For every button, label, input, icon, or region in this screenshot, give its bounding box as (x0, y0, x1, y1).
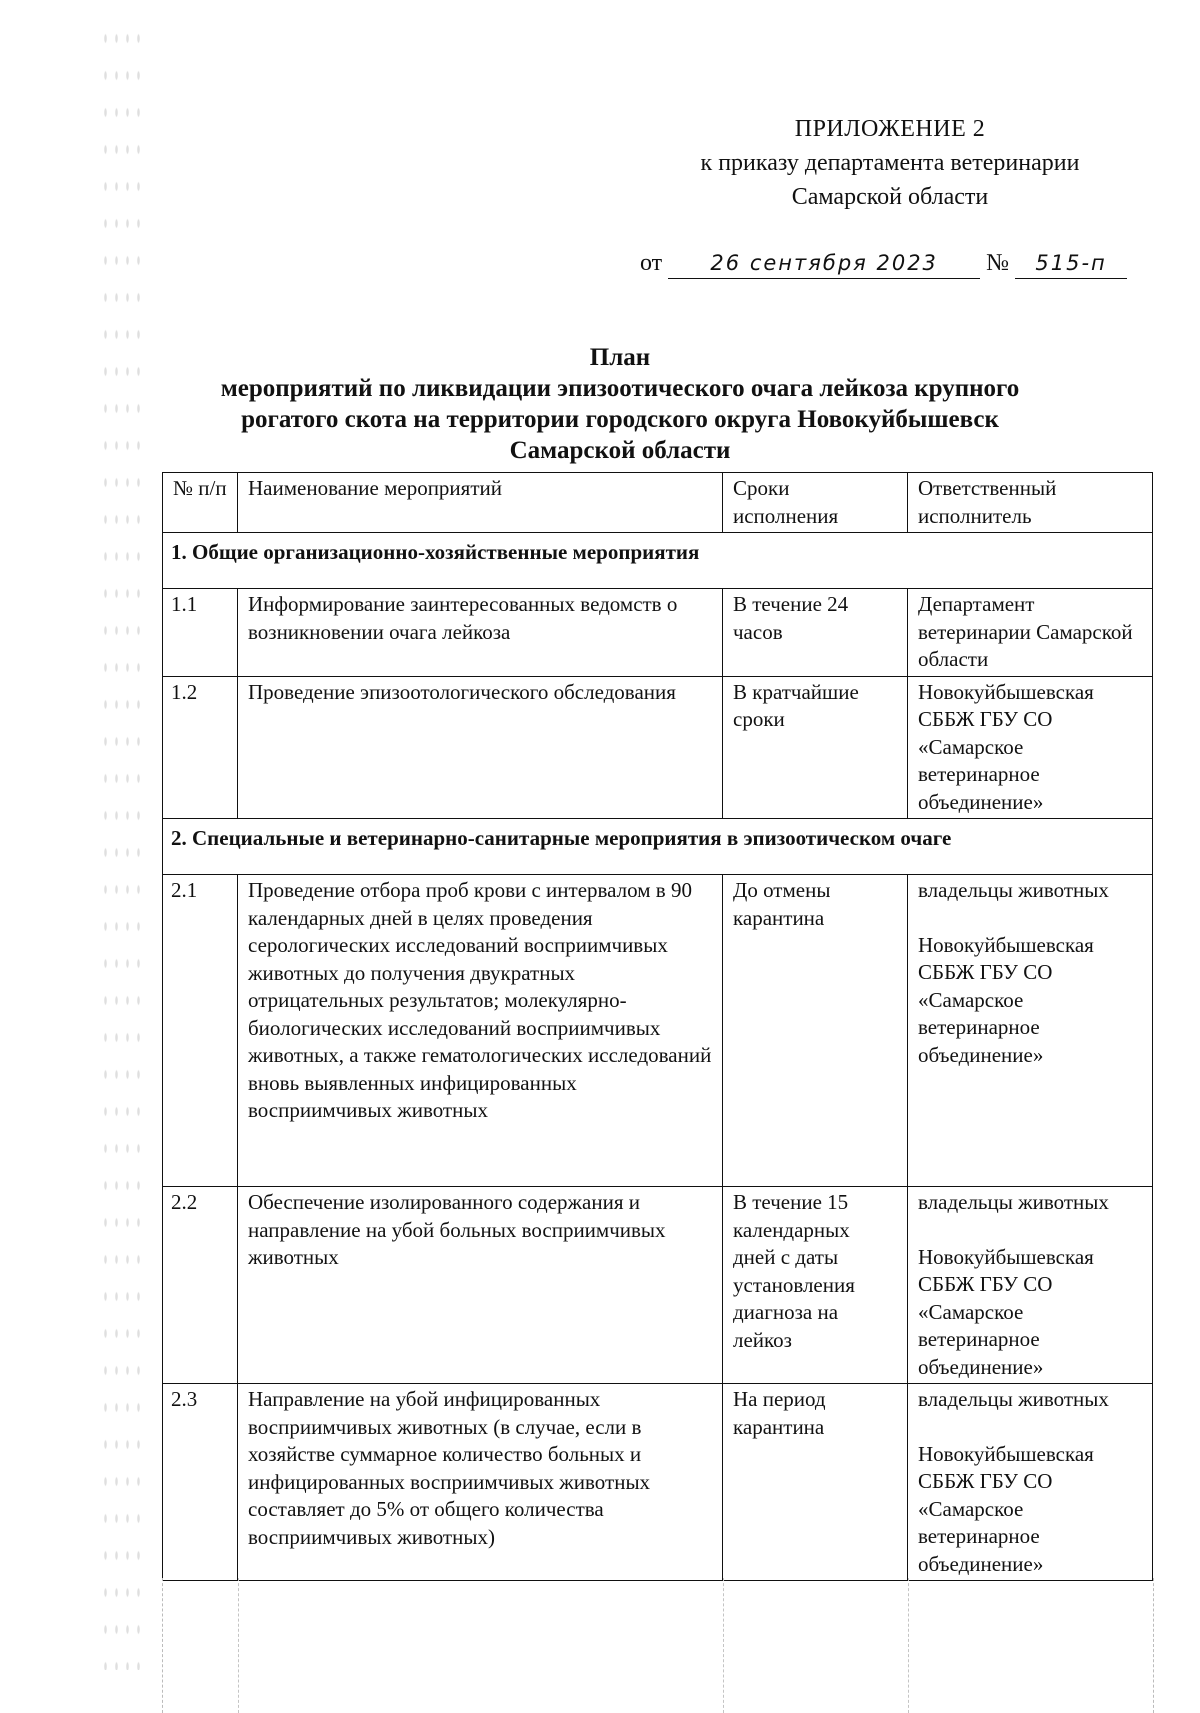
plan-title (160, 342, 1080, 466)
row-responsible (908, 1384, 1153, 1581)
section-title-1: 1. Общие организационно-хозяйственные мероприятия (163, 533, 1153, 589)
row-responsible (908, 676, 1153, 819)
table-header-row (163, 473, 1153, 533)
row-term: До отмены карантина (723, 875, 908, 1187)
row-name: Направление на убой инфицированных восприимчивых животных (в случае, если в хозяйстве суммарное количество больных и инфицированных восприимчивых животных составляет до 5% от общего количества восприимчивых животных) (238, 1384, 723, 1581)
row-term: В течение 24 часов (723, 589, 908, 677)
order-prefix: от (640, 250, 663, 276)
table-row (163, 1384, 1153, 1581)
responsible-text: Новокуйбышевская СББЖ ГБУ СО «Самарское ветеринарное объединение» (918, 1244, 1094, 1379)
col-header-term: Сроки исполнения (723, 473, 908, 533)
row-term: В течение 15 календарных дней с даты установления диагноза на лейкоз (723, 1187, 908, 1384)
section-row-2 (163, 819, 1153, 875)
row-num: 2.1 (163, 875, 238, 1187)
row-responsible (908, 589, 1153, 677)
bleed-line (723, 1578, 724, 1713)
order-reference (640, 248, 1140, 279)
row-name: Информирование заинтересованных ведомств о возникновении очага лейкоза (238, 589, 723, 677)
appendix-line-2: к приказу департамента ветеринарии (700, 150, 1080, 176)
row-name: Обеспечение изолированного содержания и направление на убой больных восприимчивых животных (238, 1187, 723, 1384)
row-responsible (908, 875, 1153, 1187)
order-number-handwritten: 515-п (1015, 248, 1127, 279)
responsible-owner: владельцы животных (918, 878, 1109, 902)
col-header-num: № п/п (163, 473, 238, 533)
section-row-1 (163, 533, 1153, 589)
responsible-text: Новокуйбышевская СББЖ ГБУ СО «Самарское ветеринарное объединение» (918, 1441, 1094, 1576)
row-name: Проведение отбора проб крови с интервалом в 90 календарных дней в целях проведения серологических исследований восприимчивых животных до получения двукратных отрицательных результатов; молекулярно-биологических исследований восприимчивых животных, а также гематологических исследований вновь выявленных инфицированных восприимчивых животных (238, 875, 723, 1187)
responsible-text: Департамент ветеринарии Самарской области (918, 592, 1133, 671)
row-responsible (908, 1187, 1153, 1384)
row-num: 1.1 (163, 589, 238, 677)
plan-title-line-3: рогатого скота на территории городского округа Новокуйбышевск (241, 406, 999, 433)
plan-title-line-1: План (589, 344, 651, 371)
appendix-title: ПРИЛОЖЕНИЕ 2 (794, 116, 986, 142)
table-row (163, 589, 1153, 677)
responsible-owner: владельцы животных (918, 1387, 1109, 1411)
row-term: В кратчайшие сроки (723, 676, 908, 819)
plan-title-line-4: Самарской области (509, 437, 731, 464)
responsible-text: Новокуйбышевская СББЖ ГБУ СО «Самарское ветеринарное объединение» (918, 932, 1094, 1067)
bleed-line (238, 1578, 239, 1713)
order-date-handwritten: 26 сентября 2023 (668, 248, 980, 279)
bleed-line (908, 1578, 909, 1713)
plan-title-line-2: мероприятий по ликвидации эпизоотического очага лейкоза крупного (220, 375, 1020, 402)
table-row (163, 676, 1153, 819)
appendix-line-3: Самарской области (791, 184, 989, 210)
responsible-owner: владельцы животных (918, 1190, 1109, 1214)
table-row (163, 1187, 1153, 1384)
responsible-text: Новокуйбышевская СББЖ ГБУ СО «Самарское ветеринарное объединение» (918, 679, 1094, 814)
col-header-responsible: Ответственный исполнитель (908, 473, 1153, 533)
row-num: 1.2 (163, 676, 238, 819)
plan-table (162, 472, 1153, 1581)
scan-edge-noise (100, 20, 140, 1670)
table-row (163, 875, 1153, 1187)
row-term: На период карантина (723, 1384, 908, 1581)
row-name: Проведение эпизоотологического обследования (238, 676, 723, 819)
section-title-2: 2. Специальные и ветеринарно-санитарные мероприятия в эпизоотическом очаге (163, 819, 1153, 875)
row-num: 2.3 (163, 1384, 238, 1581)
appendix-header (640, 112, 1140, 214)
col-header-name: Наименование мероприятий (238, 473, 723, 533)
table-continuation-bleed (162, 1578, 1154, 1713)
row-num: 2.2 (163, 1187, 238, 1384)
order-number-sign: № (986, 250, 1010, 276)
